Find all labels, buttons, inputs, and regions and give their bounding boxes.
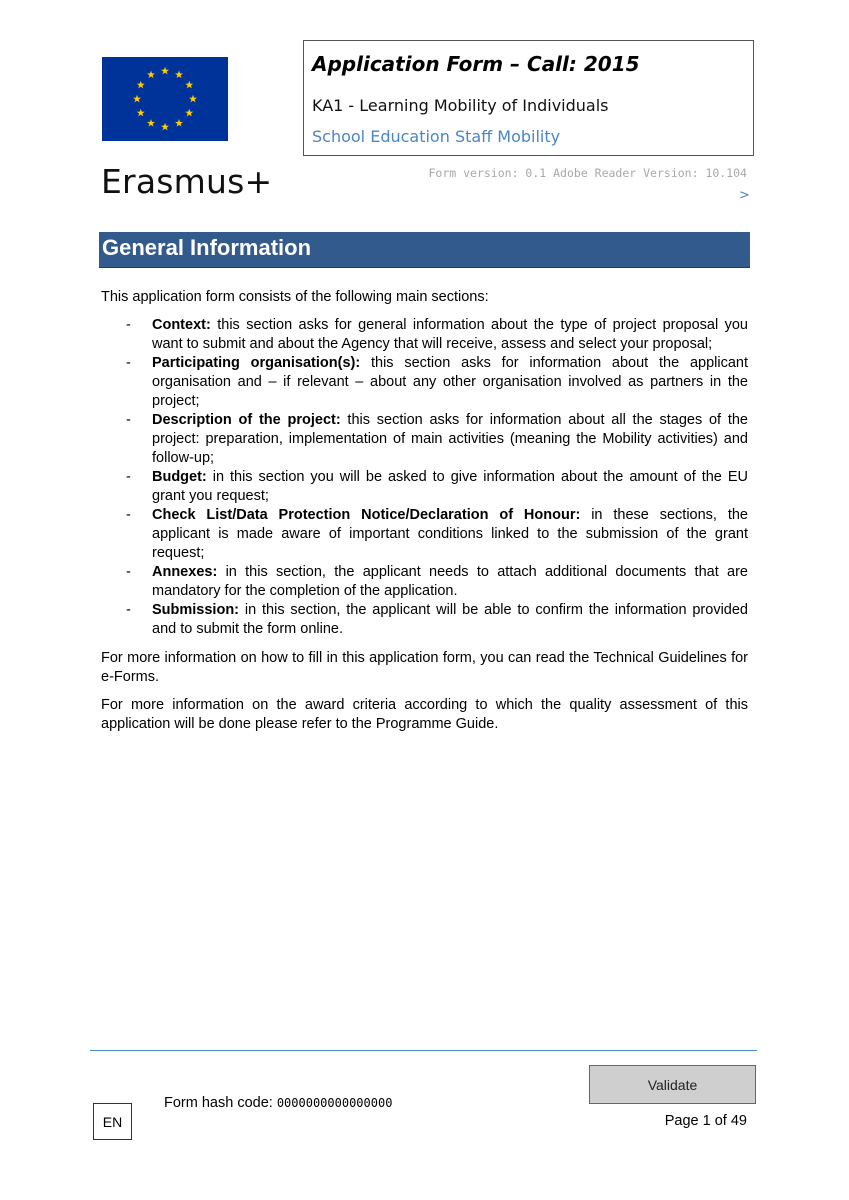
sections-list bbox=[101, 316, 748, 639]
list-item: - Annexes: in this section, the applicant needs to attach additional documents that are mandatory for the completion of the application. bbox=[126, 564, 748, 599]
section-title: General Information bbox=[102, 235, 312, 260]
list-item: - Check List/Data Protection Notice/Declaration of Honour: in these sections, the applicant is made aware of important conditions linked to the submission of the grant request; bbox=[126, 507, 748, 561]
validate-button[interactable]: Validate bbox=[589, 1065, 756, 1104]
intro-text: This application form consists of the following main sections: bbox=[101, 289, 489, 305]
more-info-award-criteria: For more information on the award criteria according to which the quality assessment of this application will be done please refer to the Programme Guide. bbox=[101, 697, 748, 732]
section-header bbox=[99, 232, 750, 268]
list-item: - Budget: in this section you will be asked to give information about the amount of the EU grant you request; bbox=[126, 469, 748, 504]
list-item: - Context: this section asks for general information about the type of project proposal you want to submit and about the Agency that will receive, assess and select your proposal; bbox=[126, 317, 748, 352]
field-name: School Education Staff Mobility bbox=[312, 127, 561, 146]
page-number: Page 1 of 49 bbox=[664, 1113, 747, 1129]
next-page-arrow[interactable]: > bbox=[739, 188, 750, 203]
list-item: - Participating organisation(s): this section asks for information about the applicant organisation and – if relevant – about any other organisation involved as partners in the project; bbox=[126, 355, 748, 409]
form-hash-label: Form hash code: bbox=[164, 1095, 277, 1111]
form-header-box bbox=[303, 40, 754, 156]
language-badge: EN bbox=[93, 1103, 132, 1140]
form-hash-code: 0000000000000000 bbox=[276, 1096, 393, 1110]
brand-name: Erasmus+ bbox=[101, 162, 273, 201]
version-info: Form version: 0.1 Adobe Reader Version: 10.104 bbox=[428, 166, 747, 180]
footer-divider bbox=[90, 1050, 757, 1051]
key-action: KA1 - Learning Mobility of Individuals bbox=[312, 96, 609, 115]
form-title: Application Form – Call: 2015 bbox=[312, 52, 640, 76]
list-item: - Submission: in this section, the applicant will be able to confirm the information provided and to submit the form online. bbox=[126, 602, 748, 637]
eu-flag-icon bbox=[102, 57, 228, 141]
form-hash bbox=[164, 1095, 392, 1111]
list-item: - Description of the project: this section asks for information about all the stages of the project: preparation, implementation of main activities (meaning the Mobility activities) and follow-up; bbox=[126, 412, 748, 466]
general-information-content bbox=[101, 288, 748, 734]
more-info-guidelines: For more information on how to fill in this application form, you can read the Technical Guidelines for e-Forms. bbox=[101, 650, 748, 685]
